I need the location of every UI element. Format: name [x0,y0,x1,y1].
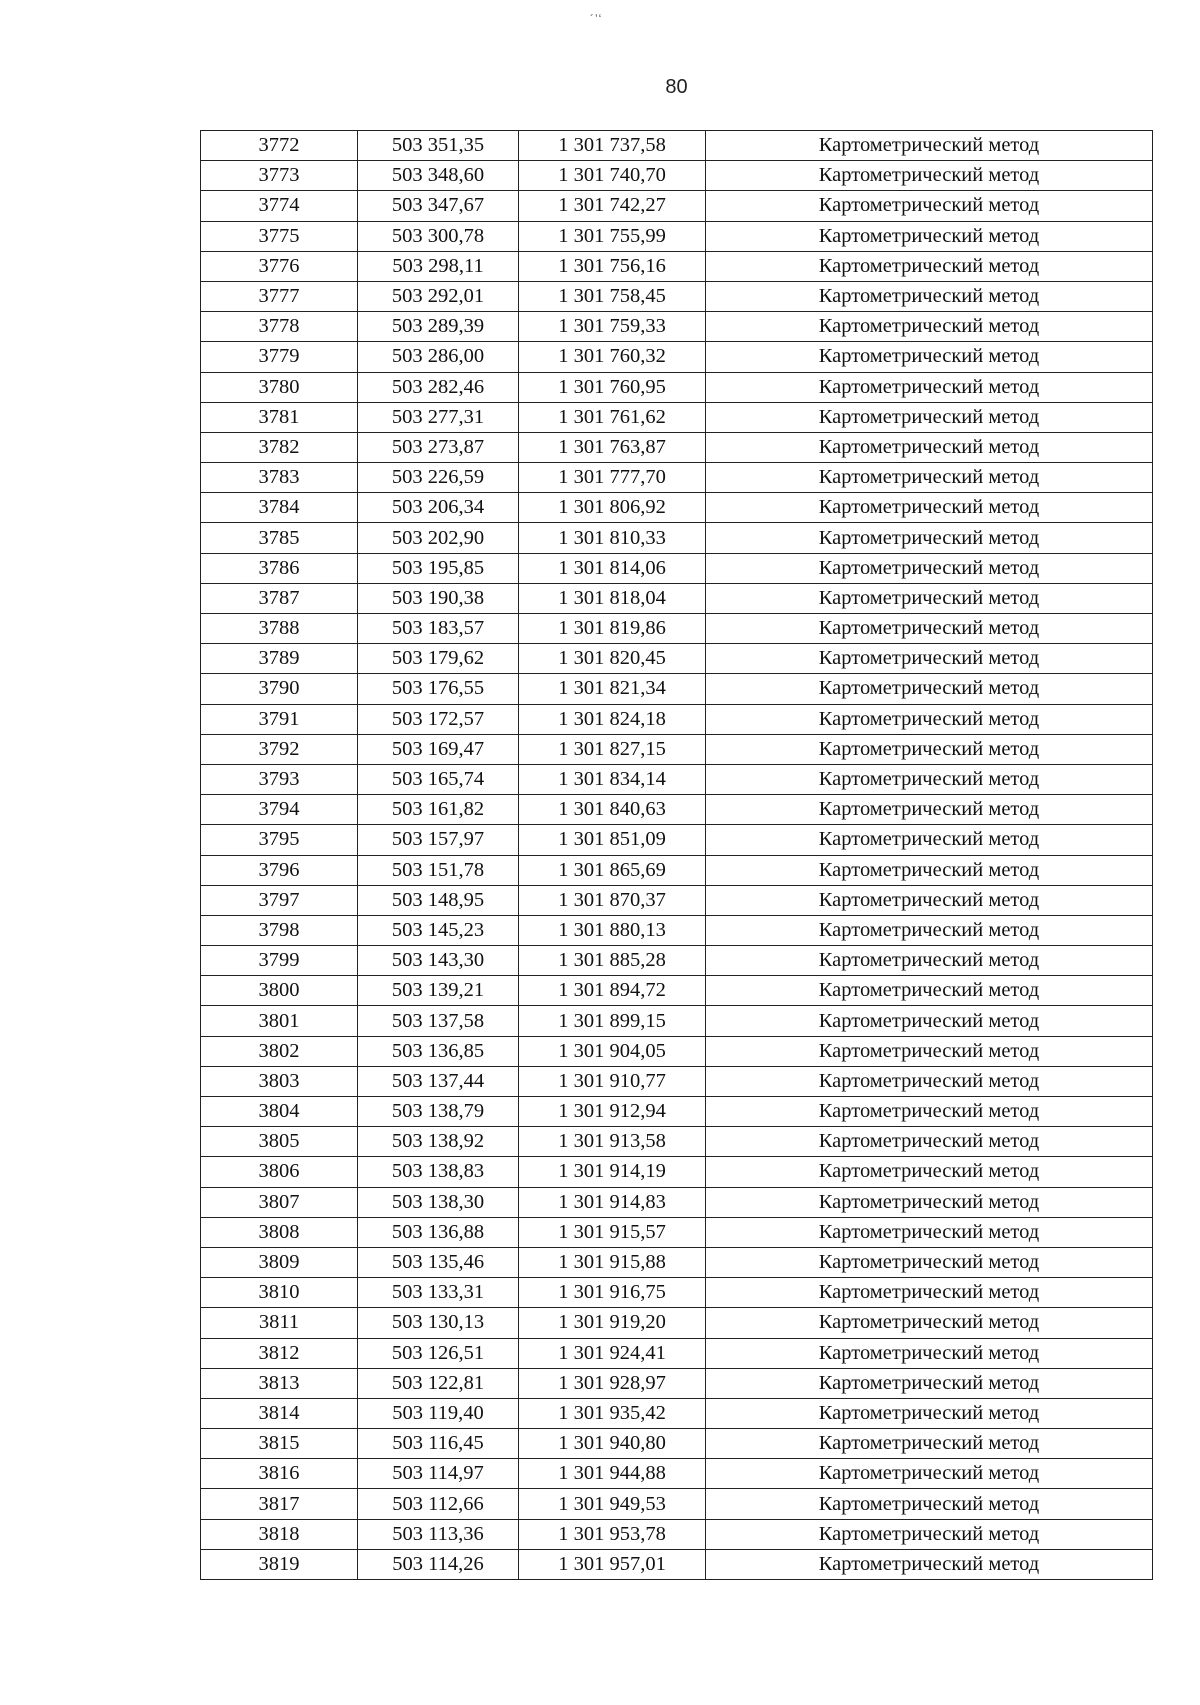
point-number-cell: 3794 [201,795,358,825]
table-row [201,281,1153,311]
method-cell: Картометрический метод [706,463,1153,493]
point-number-cell: 3787 [201,583,358,613]
table-row [201,825,1153,855]
y-coordinate-cell: 1 301 914,83 [519,1187,706,1217]
point-number-cell: 3806 [201,1157,358,1187]
point-number-cell: 3773 [201,161,358,191]
method-cell: Картометрический метод [706,221,1153,251]
method-cell: Картометрический метод [706,1097,1153,1127]
table-row [201,1157,1153,1187]
method-cell: Картометрический метод [706,855,1153,885]
x-coordinate-cell: 503 136,88 [358,1217,519,1247]
x-coordinate-cell: 503 298,11 [358,251,519,281]
x-coordinate-cell: 503 135,46 [358,1247,519,1277]
method-cell: Картометрический метод [706,734,1153,764]
method-cell: Картометрический метод [706,825,1153,855]
table-row [201,191,1153,221]
method-cell: Картометрический метод [706,1247,1153,1277]
x-coordinate-cell: 503 348,60 [358,161,519,191]
table-row [201,1368,1153,1398]
method-cell: Картометрический метод [706,976,1153,1006]
x-coordinate-cell: 503 151,78 [358,855,519,885]
point-number-cell: 3800 [201,976,358,1006]
y-coordinate-cell: 1 301 912,94 [519,1097,706,1127]
x-coordinate-cell: 503 133,31 [358,1278,519,1308]
y-coordinate-cell: 1 301 928,97 [519,1368,706,1398]
x-coordinate-cell: 503 157,97 [358,825,519,855]
point-number-cell: 3772 [201,131,358,161]
method-cell: Картометрический метод [706,674,1153,704]
y-coordinate-cell: 1 301 885,28 [519,946,706,976]
point-number-cell: 3813 [201,1368,358,1398]
x-coordinate-cell: 503 172,57 [358,704,519,734]
table-row [201,1036,1153,1066]
y-coordinate-cell: 1 301 763,87 [519,432,706,462]
x-coordinate-cell: 503 289,39 [358,312,519,342]
point-number-cell: 3790 [201,674,358,704]
method-cell: Картометрический метод [706,1127,1153,1157]
y-coordinate-cell: 1 301 916,75 [519,1278,706,1308]
coordinates-table-body [201,131,1153,1580]
point-number-cell: 3819 [201,1549,358,1579]
y-coordinate-cell: 1 301 758,45 [519,281,706,311]
table-row [201,161,1153,191]
table-row [201,915,1153,945]
point-number-cell: 3805 [201,1127,358,1157]
y-coordinate-cell: 1 301 814,06 [519,553,706,583]
table-row [201,1006,1153,1036]
method-cell: Картометрический метод [706,251,1153,281]
x-coordinate-cell: 503 161,82 [358,795,519,825]
x-coordinate-cell: 503 226,59 [358,463,519,493]
method-cell: Картометрический метод [706,1549,1153,1579]
table-row [201,704,1153,734]
y-coordinate-cell: 1 301 915,88 [519,1247,706,1277]
table-row [201,734,1153,764]
point-number-cell: 3792 [201,734,358,764]
table-row [201,312,1153,342]
x-coordinate-cell: 503 273,87 [358,432,519,462]
method-cell: Картометрический метод [706,764,1153,794]
page-number: 80 [665,76,688,98]
y-coordinate-cell: 1 301 935,42 [519,1398,706,1428]
x-coordinate-cell: 503 351,35 [358,131,519,161]
method-cell: Картометрический метод [706,1157,1153,1187]
table-row [201,553,1153,583]
table-row [201,1459,1153,1489]
point-number-cell: 3796 [201,855,358,885]
x-coordinate-cell: 503 206,34 [358,493,519,523]
method-cell: Картометрический метод [706,1489,1153,1519]
method-cell: Картометрический метод [706,1338,1153,1368]
x-coordinate-cell: 503 202,90 [358,523,519,553]
point-number-cell: 3810 [201,1278,358,1308]
table-row [201,1429,1153,1459]
x-coordinate-cell: 503 138,83 [358,1157,519,1187]
table-row [201,644,1153,674]
y-coordinate-cell: 1 301 919,20 [519,1308,706,1338]
y-coordinate-cell: 1 301 899,15 [519,1006,706,1036]
table-row [201,1217,1153,1247]
table-row [201,402,1153,432]
x-coordinate-cell: 503 148,95 [358,885,519,915]
point-number-cell: 3811 [201,1308,358,1338]
x-coordinate-cell: 503 292,01 [358,281,519,311]
method-cell: Картометрический метод [706,1217,1153,1247]
x-coordinate-cell: 503 176,55 [358,674,519,704]
point-number-cell: 3774 [201,191,358,221]
method-cell: Картометрический метод [706,583,1153,613]
table-row [201,1066,1153,1096]
method-cell: Картометрический метод [706,1308,1153,1338]
table-row [201,976,1153,1006]
point-number-cell: 3782 [201,432,358,462]
y-coordinate-cell: 1 301 940,80 [519,1429,706,1459]
x-coordinate-cell: 503 137,44 [358,1066,519,1096]
y-coordinate-cell: 1 301 821,34 [519,674,706,704]
method-cell: Картометрический метод [706,372,1153,402]
x-coordinate-cell: 503 277,31 [358,402,519,432]
table-row [201,764,1153,794]
method-cell: Картометрический метод [706,1429,1153,1459]
y-coordinate-cell: 1 301 910,77 [519,1066,706,1096]
y-coordinate-cell: 1 301 806,92 [519,493,706,523]
table-row [201,1398,1153,1428]
method-cell: Картометрический метод [706,1459,1153,1489]
point-number-cell: 3777 [201,281,358,311]
table-row [201,342,1153,372]
method-cell: Картометрический метод [706,432,1153,462]
method-cell: Картометрический метод [706,161,1153,191]
point-number-cell: 3786 [201,553,358,583]
table-row [201,1338,1153,1368]
method-cell: Картометрический метод [706,704,1153,734]
y-coordinate-cell: 1 301 819,86 [519,614,706,644]
table-row [201,1308,1153,1338]
x-coordinate-cell: 503 143,30 [358,946,519,976]
point-number-cell: 3808 [201,1217,358,1247]
point-number-cell: 3814 [201,1398,358,1428]
x-coordinate-cell: 503 145,23 [358,915,519,945]
point-number-cell: 3817 [201,1489,358,1519]
y-coordinate-cell: 1 301 914,19 [519,1157,706,1187]
point-number-cell: 3775 [201,221,358,251]
table-row [201,674,1153,704]
point-number-cell: 3781 [201,402,358,432]
method-cell: Картометрический метод [706,281,1153,311]
y-coordinate-cell: 1 301 818,04 [519,583,706,613]
method-cell: Картометрический метод [706,795,1153,825]
point-number-cell: 3809 [201,1247,358,1277]
method-cell: Картометрический метод [706,1368,1153,1398]
y-coordinate-cell: 1 301 827,15 [519,734,706,764]
y-coordinate-cell: 1 301 834,14 [519,764,706,794]
point-number-cell: 3803 [201,1066,358,1096]
table-row [201,1247,1153,1277]
point-number-cell: 3779 [201,342,358,372]
x-coordinate-cell: 503 169,47 [358,734,519,764]
y-coordinate-cell: 1 301 944,88 [519,1459,706,1489]
point-number-cell: 3797 [201,885,358,915]
method-cell: Картометрический метод [706,1006,1153,1036]
table-row [201,493,1153,523]
table-row [201,795,1153,825]
point-number-cell: 3784 [201,493,358,523]
x-coordinate-cell: 503 165,74 [358,764,519,794]
table-row [201,221,1153,251]
x-coordinate-cell: 503 112,66 [358,1489,519,1519]
table-row [201,855,1153,885]
x-coordinate-cell: 503 114,26 [358,1549,519,1579]
x-coordinate-cell: 503 122,81 [358,1368,519,1398]
x-coordinate-cell: 503 126,51 [358,1338,519,1368]
scan-mark: ´ʼʻ [590,12,603,26]
table-row [201,463,1153,493]
table-row [201,946,1153,976]
point-number-cell: 3791 [201,704,358,734]
y-coordinate-cell: 1 301 865,69 [519,855,706,885]
method-cell: Картометрический метод [706,1187,1153,1217]
y-coordinate-cell: 1 301 760,32 [519,342,706,372]
table-row [201,885,1153,915]
x-coordinate-cell: 503 300,78 [358,221,519,251]
method-cell: Картометрический метод [706,402,1153,432]
y-coordinate-cell: 1 301 904,05 [519,1036,706,1066]
table-row [201,1187,1153,1217]
coordinates-table [200,130,1153,1580]
method-cell: Картометрический метод [706,342,1153,372]
x-coordinate-cell: 503 190,38 [358,583,519,613]
point-number-cell: 3795 [201,825,358,855]
x-coordinate-cell: 503 137,58 [358,1006,519,1036]
point-number-cell: 3812 [201,1338,358,1368]
y-coordinate-cell: 1 301 824,18 [519,704,706,734]
method-cell: Картометрический метод [706,614,1153,644]
point-number-cell: 3818 [201,1519,358,1549]
point-number-cell: 3804 [201,1097,358,1127]
method-cell: Картометрический метод [706,523,1153,553]
method-cell: Картометрический метод [706,1036,1153,1066]
table-row [201,1127,1153,1157]
point-number-cell: 3798 [201,915,358,945]
method-cell: Картометрический метод [706,885,1153,915]
y-coordinate-cell: 1 301 777,70 [519,463,706,493]
method-cell: Картометрический метод [706,946,1153,976]
x-coordinate-cell: 503 136,85 [358,1036,519,1066]
table-row [201,583,1153,613]
y-coordinate-cell: 1 301 924,41 [519,1338,706,1368]
table-row [201,372,1153,402]
x-coordinate-cell: 503 286,00 [358,342,519,372]
point-number-cell: 3815 [201,1429,358,1459]
method-cell: Картометрический метод [706,1066,1153,1096]
x-coordinate-cell: 503 138,79 [358,1097,519,1127]
method-cell: Картометрический метод [706,915,1153,945]
table-row [201,1489,1153,1519]
point-number-cell: 3776 [201,251,358,281]
point-number-cell: 3793 [201,764,358,794]
point-number-cell: 3801 [201,1006,358,1036]
method-cell: Картометрический метод [706,1398,1153,1428]
table-row [201,1097,1153,1127]
point-number-cell: 3783 [201,463,358,493]
y-coordinate-cell: 1 301 756,16 [519,251,706,281]
x-coordinate-cell: 503 114,97 [358,1459,519,1489]
y-coordinate-cell: 1 301 894,72 [519,976,706,1006]
y-coordinate-cell: 1 301 810,33 [519,523,706,553]
y-coordinate-cell: 1 301 761,62 [519,402,706,432]
y-coordinate-cell: 1 301 870,37 [519,885,706,915]
y-coordinate-cell: 1 301 915,57 [519,1217,706,1247]
point-number-cell: 3778 [201,312,358,342]
method-cell: Картометрический метод [706,493,1153,523]
x-coordinate-cell: 503 138,30 [358,1187,519,1217]
x-coordinate-cell: 503 282,46 [358,372,519,402]
x-coordinate-cell: 503 113,36 [358,1519,519,1549]
method-cell: Картометрический метод [706,1519,1153,1549]
x-coordinate-cell: 503 347,67 [358,191,519,221]
y-coordinate-cell: 1 301 737,58 [519,131,706,161]
method-cell: Картометрический метод [706,131,1153,161]
table-row [201,614,1153,644]
table-row [201,1549,1153,1579]
point-number-cell: 3799 [201,946,358,976]
x-coordinate-cell: 503 183,57 [358,614,519,644]
y-coordinate-cell: 1 301 840,63 [519,795,706,825]
x-coordinate-cell: 503 138,92 [358,1127,519,1157]
x-coordinate-cell: 503 179,62 [358,644,519,674]
method-cell: Картометрический метод [706,553,1153,583]
table-row [201,251,1153,281]
x-coordinate-cell: 503 130,13 [358,1308,519,1338]
method-cell: Картометрический метод [706,1278,1153,1308]
y-coordinate-cell: 1 301 760,95 [519,372,706,402]
y-coordinate-cell: 1 301 913,58 [519,1127,706,1157]
table-row [201,1278,1153,1308]
point-number-cell: 3788 [201,614,358,644]
x-coordinate-cell: 503 116,45 [358,1429,519,1459]
y-coordinate-cell: 1 301 742,27 [519,191,706,221]
point-number-cell: 3807 [201,1187,358,1217]
x-coordinate-cell: 503 195,85 [358,553,519,583]
y-coordinate-cell: 1 301 740,70 [519,161,706,191]
x-coordinate-cell: 503 139,21 [358,976,519,1006]
y-coordinate-cell: 1 301 755,99 [519,221,706,251]
y-coordinate-cell: 1 301 949,53 [519,1489,706,1519]
table-row [201,131,1153,161]
y-coordinate-cell: 1 301 759,33 [519,312,706,342]
point-number-cell: 3802 [201,1036,358,1066]
point-number-cell: 3780 [201,372,358,402]
y-coordinate-cell: 1 301 957,01 [519,1549,706,1579]
table-row [201,432,1153,462]
point-number-cell: 3785 [201,523,358,553]
y-coordinate-cell: 1 301 851,09 [519,825,706,855]
table-row [201,523,1153,553]
y-coordinate-cell: 1 301 880,13 [519,915,706,945]
method-cell: Картометрический метод [706,312,1153,342]
y-coordinate-cell: 1 301 953,78 [519,1519,706,1549]
method-cell: Картометрический метод [706,644,1153,674]
point-number-cell: 3789 [201,644,358,674]
point-number-cell: 3816 [201,1459,358,1489]
table-row [201,1519,1153,1549]
method-cell: Картометрический метод [706,191,1153,221]
y-coordinate-cell: 1 301 820,45 [519,644,706,674]
x-coordinate-cell: 503 119,40 [358,1398,519,1428]
